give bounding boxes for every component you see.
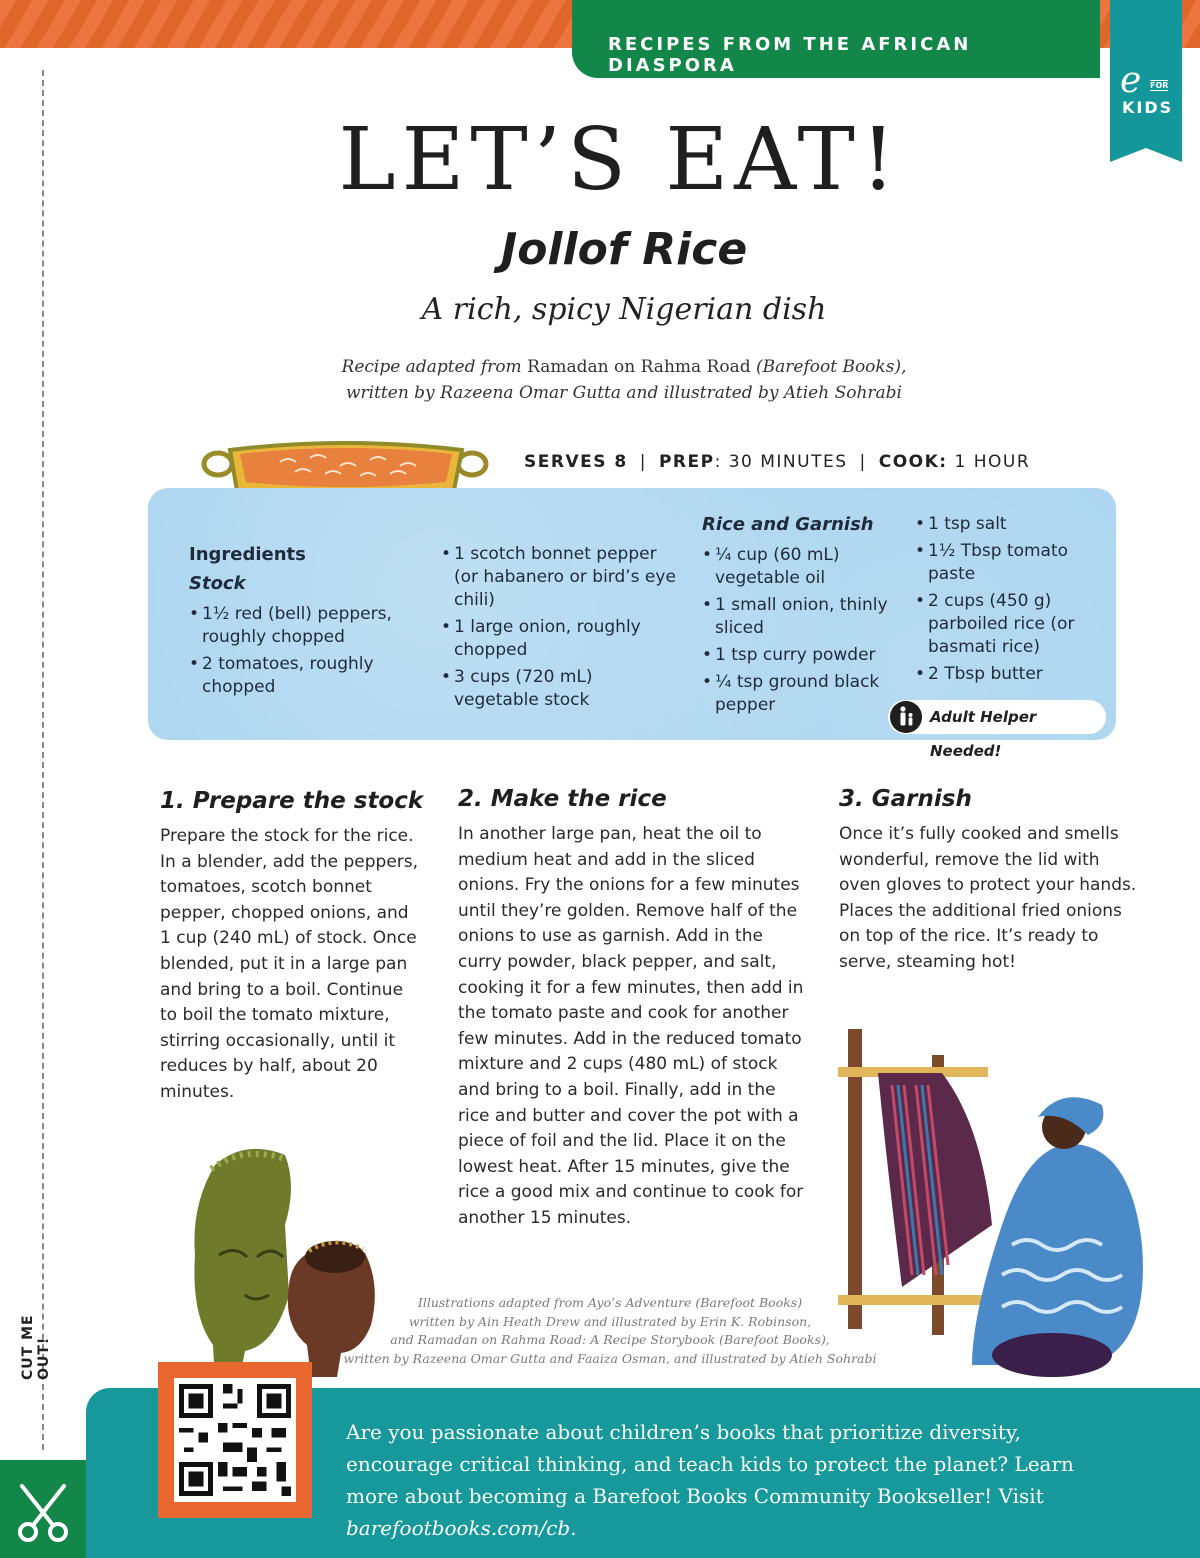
ingredients-heading: Ingredients [189,544,306,565]
meta-separator: | [859,452,867,472]
footer-body: Are you passionate about children’s books that prioritize diversity, encourage critical thinking, and teach kids to protect the planet? Learn more about becoming a Barefoot Books Community Bookseller! Visit [346,1420,1074,1508]
list-item: • 1 scotch bonnet pepper (or habanero or bird’s eye chili) [441,543,676,612]
badge-kids: KIDS [1122,98,1174,117]
list-item: • 1 tsp curry powder [702,644,892,667]
rice-list-col2 [915,513,1100,690]
credit-book: Ramadan on Rahma Road [527,357,751,377]
footer-message [346,1416,1086,1544]
list-item: • 1 large onion, roughly chopped [441,616,676,662]
page-title: LET’S EAT! [338,110,902,210]
cook-label: COOK: [878,452,948,472]
step-3-body: Once it’s fully cooked and smells wonderful, remove the lid with oven gloves to protect your hands. Places the additional fried onions on top of the rice. It’s ready to serve, steaming hot! [839,824,1137,972]
prep-label: PREP [658,452,715,472]
badge-for: FOR [1150,81,1169,90]
scissors-box [0,1460,86,1558]
prep-value: : 30 MINUTES [714,452,848,472]
cook-value: 1 HOUR [947,452,1031,472]
list-item: • 1½ Tbsp tomato paste [915,540,1100,586]
step-2-body: In another large pan, heat the oil to medium heat and add in the sliced onions. Fry the onions for a few minutes until they’re golden. Remove half of the onions to use as garnish. Add in the curry powder, black pepper, and salt, cooking it for a few minutes, then add in the tomato paste and cook for another few minutes. Add in the reduced tomato mixture and 2 cups (480 mL) of stock and bring to a boil. Finally, add in the rice and butter and cover the pot with a piece of foil and the lid. Place it on the lowest heat. After 15 minutes, give the rice a good mix and continue to cook for another 15 minutes. [458,824,804,1228]
illus-credit-line: written by Razeena Omar Gutta and Faaiza Osman, and illustrated by Atieh Sohrabi [343,1350,877,1366]
adult-child-icon [890,701,922,733]
stock-list-col1 [189,603,414,703]
step-3-title: 3. Garnish [839,786,972,812]
step-1-body: Prepare the stock for the rice. In a blender, add the peppers, tomatoes, scotch bonnet pepper, chopped onions, and 1 cup (240 mL) of stock. Once blended, put it in a large pan and bring to a boil. Continue to boil the tomato mixture, stirring occasionally, until it reduces by half, about 20 minutes. [160,826,419,1102]
list-item: • ¼ cup (60 mL) vegetable oil [702,544,892,590]
cut-dashed-line [42,70,44,1450]
list-item: • 1 tsp salt [915,513,1100,536]
rice-garnish-heading: Rice and Garnish [702,514,874,535]
dish-name: Jollof Rice [500,224,748,275]
recipe-meta [524,452,1030,472]
illus-credit-line: written by Ain Heath Drew and illustrated by Erin K. Robinson, [408,1313,812,1329]
adult-helper-badge [888,700,1106,760]
serves-label: SERVES 8 [524,452,628,472]
cut-me-out-label: CUT ME OUT! [20,1314,52,1380]
qr-code-icon[interactable] [174,1378,296,1502]
list-item: • ¼ tsp ground black pepper [702,671,892,717]
list-item: • 2 tomatoes, roughly chopped [189,653,414,699]
helper-text: Adult Helper Needed! [930,708,1037,760]
scissors-icon [0,1460,86,1558]
illustration-credit [320,1294,900,1368]
credit-line2: written by Razeena Omar Gutta and illustrated by Atieh Sohrabi [345,383,902,403]
stock-heading: Stock [189,573,246,594]
illus-credit-line: and Ramadan on Rahma Road: A Recipe Storybook (Barefoot Books), [390,1332,830,1347]
series-title: RECIPES FROM THE AFRICAN DIASPORA [572,0,1100,78]
list-item: • 3 cups (720 mL) vegetable stock [441,666,676,712]
rice-list-col1 [702,544,892,721]
illus-credit-line: Illustrations adapted from Ayo’s Adventure (Barefoot Books) [417,1295,803,1310]
step-2-title: 2. Make the rice [458,786,667,812]
footer-link[interactable]: barefootbooks.com/cb [346,1516,571,1540]
list-item: • 2 Tbsp butter [915,663,1100,686]
list-item: • 1 small onion, thinly sliced [702,594,892,640]
dish-subtitle: A rich, spicy Nigerian dish [421,292,827,327]
footer-end: . [570,1516,577,1540]
credit-prefix: Recipe adapted from [341,357,528,377]
meta-separator: | [639,452,647,472]
stock-list-col2 [441,543,676,716]
step-1-title: 1. Prepare the stock [160,788,424,814]
list-item: • 2 cups (450 g) parboiled rice (or basmati rice) [915,590,1100,659]
credit-publisher: (Barefoot Books), [750,357,907,377]
list-item: • 1½ red (bell) peppers, roughly chopped [189,603,414,649]
badge-letter: e [1120,60,1142,101]
recipe-credit [0,354,1200,406]
